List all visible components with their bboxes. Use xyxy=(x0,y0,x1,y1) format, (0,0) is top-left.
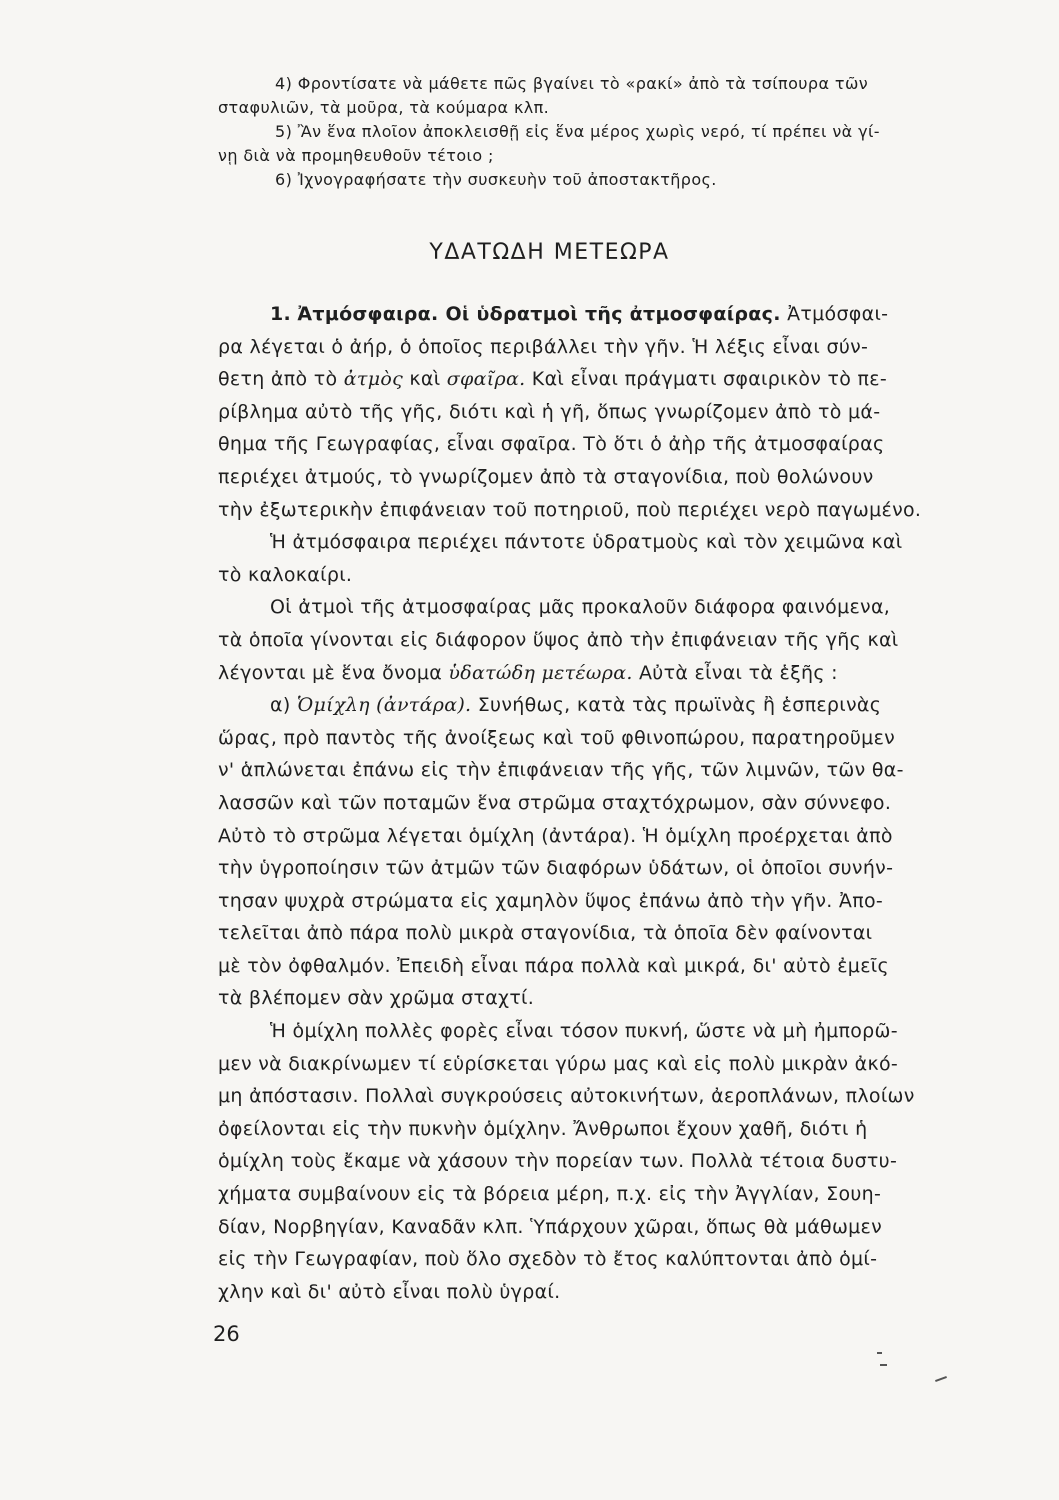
text-line: χλην καὶ δι' αὐτὸ εἶναι πολὺ ὑγραί. xyxy=(218,1280,561,1303)
text-line xyxy=(218,363,1048,396)
term-hydatode-meteora: ὑδατώδη μετέωρα. xyxy=(448,661,633,684)
question-4: 4) Φροντίσατε νὰ μάθετε πῶς βγαίνει τὸ «ρακί» ἀπὸ τὰ τσίπουρα τῶν xyxy=(275,74,869,93)
text-line: ὥρας, πρὸ παντὸς τῆς ἀνοίξεως καὶ τοῦ φθινοπώρου, παρατηροῦμεν xyxy=(218,726,896,749)
text-line: ὀφείλονται εἰς τὴν πυκνὴν ὁμίχλην. Ἄνθρωποι ἔχουν χαθῆ, διότι ἡ xyxy=(218,1117,868,1140)
text-line: τὰ βλέπομεν σὰν χρῶμα σταχτί. xyxy=(218,987,535,1010)
text-line: ὁμίχλη τοὺς ἔκαμε νὰ χάσουν τὴν πορείαν των. Πολλὰ τέτοια δυστυ- xyxy=(218,1150,898,1173)
text-line: τησαν ψυχρὰ στρώματα εἰς χαμηλὸν ὕψος ἐπάνω ἀπὸ τὴν γῆν. Ἀπο- xyxy=(218,889,884,912)
section-number: 1. xyxy=(270,303,292,325)
scan-speck xyxy=(935,1376,947,1382)
text-span: Συνήθως, κατὰ τὰς πρωϊνὰς ἢ ἑσπερινὰς xyxy=(471,694,882,717)
subsection-heading-line xyxy=(218,689,1048,722)
term-atmos: ἀτμὸς xyxy=(343,368,404,391)
text-span: θετη ἀπὸ τὸ xyxy=(218,368,344,391)
text-line: Οἱ ἀτμοὶ τῆς ἀτμοσφαίρας μᾶς προκαλοῦν διάφορα φαινόμενα, xyxy=(270,596,891,619)
text-line: μη ἀπόστασιν. Πολλαὶ συγκρούσεις αὐτοκινήτων, ἀεροπλάνων, πλοίων xyxy=(218,1085,915,1108)
text-line: δίαν, Νορβηγίαν, Καναδᾶν κλπ. Ὑπάρχουν χῶραι, ὅπως θὰ μάθωμεν xyxy=(218,1215,883,1238)
question-5: 5) Ἂν ἕνα πλοῖον ἀποκλεισθῇ εἰς ἕνα μέρος χωρὶς νερό, τί πρέπει νὰ γί- xyxy=(275,122,880,141)
text-line: μὲ τὸν ὀφθαλμόν. Ἐπειδὴ εἶναι πάρα πολλὰ καὶ μικρά, δι' αὐτὸ ἐμεῖς xyxy=(218,954,889,977)
text-line: Ἡ ἀτμόσφαιρα περιέχει πάντοτε ὑδρατμοὺς καὶ τὸν χειμῶνα καὶ xyxy=(270,531,903,554)
text-line: περιέχει ἀτμούς, τὸ γνωρίζομεν ἀπὸ τὰ σταγονίδια, ποὺ θολώνουν xyxy=(218,465,874,488)
text-line: Αὐτὸ τὸ στρῶμα λέγεται ὁμίχλη (ἀντάρα). Ἡ ὁμίχλη προέρχεται ἀπὸ xyxy=(218,824,893,847)
text-span: λέγονται μὲ ἕνα ὄνομα xyxy=(218,661,449,684)
text-line: τὰ ὁποῖα γίνονται εἰς διάφορον ὕψος ἀπὸ τὴν ἐπιφάνειαν τῆς γῆς καὶ xyxy=(218,628,899,651)
exercise-questions xyxy=(218,72,1048,192)
chapter-title: ΥΔΑΤΩΔΗ ΜΕΤΕΩΡΑ xyxy=(429,240,670,265)
text-line: ρα λέγεται ὁ ἀήρ, ὁ ὁποῖος περιβάλλει τὴν γῆν. Ἡ λέξις εἶναι σύν- xyxy=(218,335,869,358)
text-line: θημα τῆς Γεωγραφίας, εἶναι σφαῖρα. Τὸ ὅτι ὁ ἀὴρ τῆς ἀτμοσφαίρας xyxy=(218,433,885,456)
text-line: ν' ἁπλώνεται ἐπάνω εἰς τὴν ἐπιφάνειαν τῆς γῆς, τῶν λιμνῶν, τῶν θα- xyxy=(218,759,904,782)
subsection-label: α) xyxy=(270,694,297,717)
text-line: Ἡ ὁμίχλη πολλὲς φορὲς εἶναι τόσον πυκνή, ὥστε νὰ μὴ ἠμπορῶ- xyxy=(270,1020,898,1043)
body-text xyxy=(218,298,1048,1308)
text-line: μεν νὰ διακρίνωμεν τί εὑρίσκεται γύρω μας καὶ εἰς πολὺ μικρὰν ἀκό- xyxy=(218,1052,899,1075)
page-number: 26 xyxy=(213,1322,240,1346)
scan-speck xyxy=(880,1364,887,1366)
subsection-term: Ὁμίχλη (ἀντάρα). xyxy=(296,694,472,717)
text-line xyxy=(218,657,1048,690)
text-line: τὴν ἐξωτερικὴν ἐπιφάνειαν τοῦ ποτηριοῦ, ποὺ περιέχει νερὸ παγωμένο. xyxy=(218,498,922,521)
text-span: Αὐτὰ εἶναι τὰ ἑξῆς : xyxy=(632,661,838,684)
text-line: ρίβλημα αὐτὸ τῆς γῆς, διότι καὶ ἡ γῆ, ὅπως γνωρίζομεν ἀπὸ τὸ μά- xyxy=(218,400,881,423)
question-4-cont: σταφυλιῶν, τὰ μοῦρα, τὰ κούμαρα κλπ. xyxy=(218,98,550,117)
scan-speck xyxy=(877,1352,882,1354)
text-line: εἰς τὴν Γεωγραφίαν, ποὺ ὅλο σχεδὸν τὸ ἔτος καλύπτονται ἀπὸ ὁμί- xyxy=(218,1248,878,1271)
text-line: τὴν ὑγροποίησιν τῶν ἀτμῶν τῶν διαφόρων ὑδάτων, οἱ ὁποῖοι συνήν- xyxy=(218,857,894,880)
text-line: χήματα συμβαίνουν εἰς τὰ βόρεια μέρη, π.χ. εἰς τὴν Ἀγγλίαν, Σουη- xyxy=(218,1183,882,1206)
text-line: τελεῖται ἀπὸ πάρα πολὺ μικρὰ σταγονίδια, τὰ ὁποῖα δὲν φαίνονται xyxy=(218,922,873,945)
section-heading: Ἀτμόσφαιρα. Οἱ ὑδρατμοὶ τῆς ἀτμοσφαίρας. xyxy=(297,303,781,325)
term-sfaira: σφαῖρα. xyxy=(446,368,526,391)
text-span: καὶ xyxy=(403,368,447,391)
question-6: 6) Ἰχνογραφήσατε τὴν συσκευὴν τοῦ ἀποστακτῆρος. xyxy=(275,170,717,189)
question-5-cont: νῃ διὰ νὰ προμηθευθοῦν τέτοιο ; xyxy=(218,146,494,165)
text-span: Ἀτμόσφαι- xyxy=(787,303,889,325)
section-heading-line xyxy=(218,298,1048,331)
text-span: Καὶ εἶναι πράγματι σφαιρικὸν τὸ πε- xyxy=(525,368,888,391)
text-line: λασσῶν καὶ τῶν ποταμῶν ἕνα στρῶμα σταχτόχρωμον, σὰν σύννεφο. xyxy=(218,791,892,814)
text-line: τὸ καλοκαίρι. xyxy=(218,563,353,586)
